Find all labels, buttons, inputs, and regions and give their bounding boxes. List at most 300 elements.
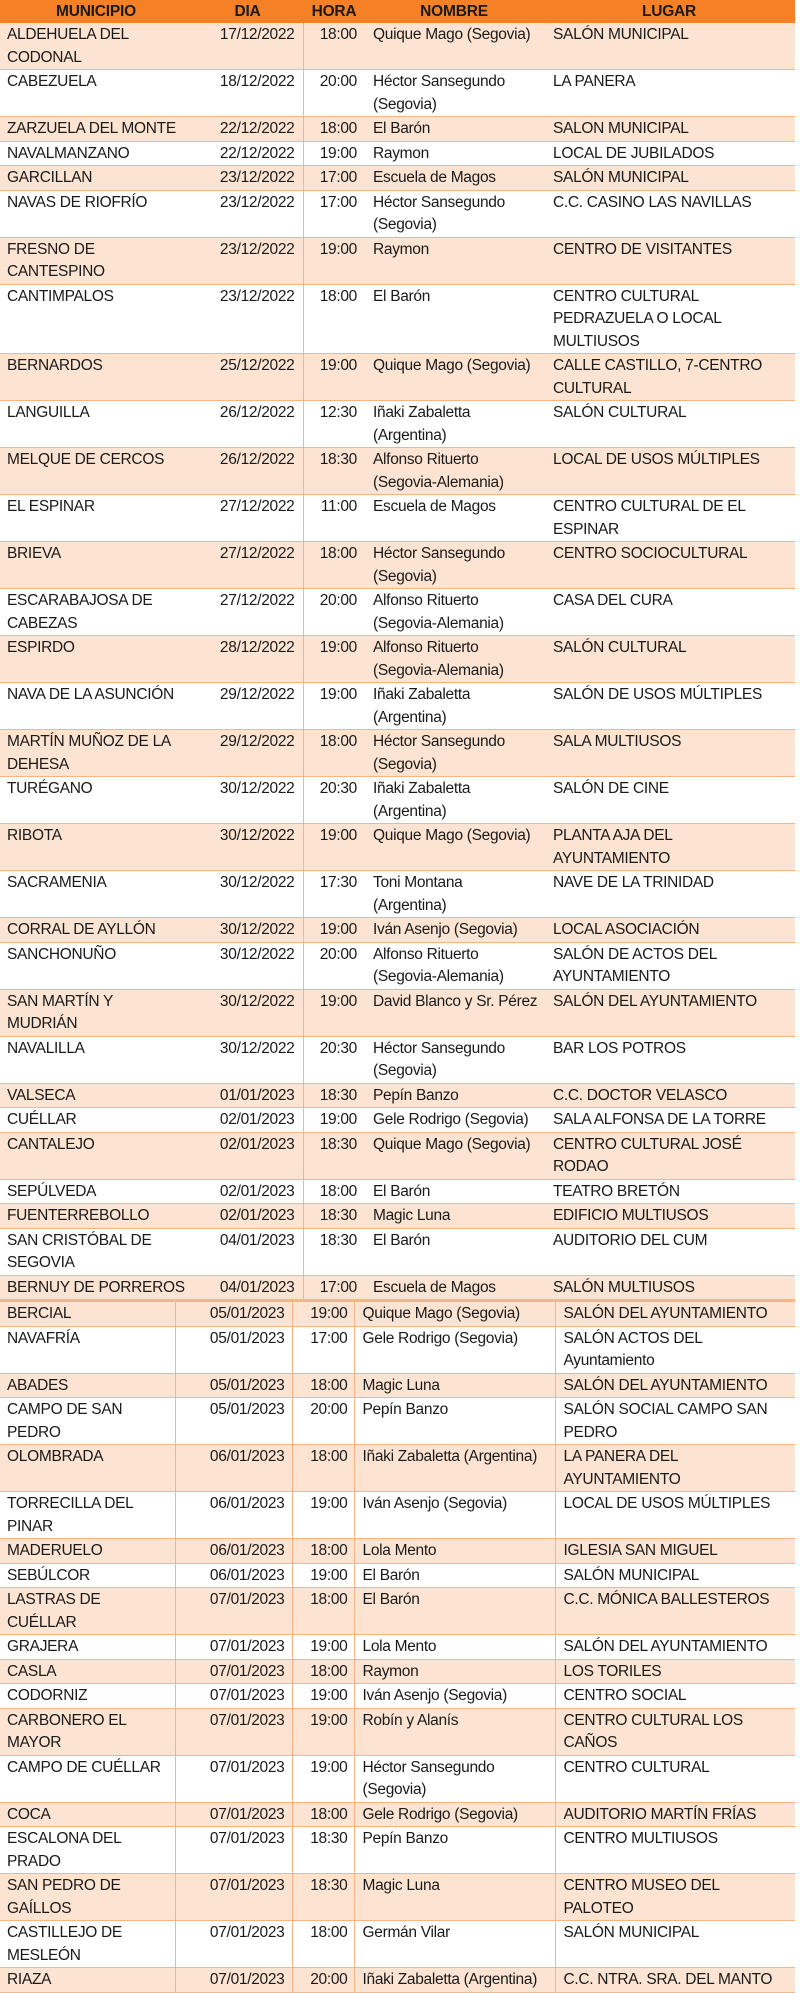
- cell-dia: 30/12/2022: [192, 777, 303, 824]
- table-row: [0, 777, 795, 824]
- cell-lugar: CENTRO CULTURAL DE EL ESPINAR: [543, 495, 795, 542]
- cell-dia: 30/12/2022: [192, 871, 303, 918]
- cell-dia: 23/12/2022: [192, 284, 303, 354]
- cell-dia: 04/01/2023: [192, 1275, 303, 1300]
- table-row: [0, 730, 795, 777]
- cell-dia: 22/12/2022: [192, 141, 303, 166]
- cell-lugar: SALA MULTIUSOS: [543, 730, 795, 777]
- cell-hora: 20:00: [292, 1968, 354, 1993]
- cell-dia: 05/01/2023: [175, 1398, 292, 1445]
- cell-lugar: C.C. MÓNICA BALLESTEROS: [555, 1588, 795, 1635]
- header-hora: HORA: [303, 0, 365, 23]
- table-row: [0, 354, 795, 401]
- cell-municipio: BERNARDOS: [0, 354, 192, 401]
- cell-nombre: Gele Rodrigo (Segovia): [365, 1108, 543, 1133]
- cell-municipio: SAN MARTÍN Y MUDRIÁN: [0, 989, 192, 1036]
- cell-nombre: Alfonso Rituerto (Segovia-Alemania): [365, 589, 543, 636]
- events-table-part-2: [0, 1300, 795, 1993]
- cell-municipio: GRAJERA: [0, 1635, 175, 1660]
- table-row: [0, 824, 795, 871]
- table-row: [0, 495, 795, 542]
- cell-municipio: ZARZUELA DEL MONTE: [0, 117, 192, 142]
- cell-nombre: El Barón: [354, 1588, 555, 1635]
- cell-municipio: BERNUY DE PORREROS: [0, 1275, 192, 1300]
- cell-nombre: Iván Asenjo (Segovia): [354, 1684, 555, 1709]
- cell-nombre: Quique Mago (Segovia): [365, 354, 543, 401]
- cell-municipio: MADERUELO: [0, 1539, 175, 1564]
- cell-nombre: Raymon: [354, 1659, 555, 1684]
- table-row: [0, 284, 795, 354]
- cell-lugar: C.C. CASINO LAS NAVILLAS: [543, 190, 795, 237]
- cell-dia: 27/12/2022: [192, 589, 303, 636]
- cell-dia: 30/12/2022: [192, 989, 303, 1036]
- cell-hora: 12:30: [303, 401, 365, 448]
- cell-dia: 29/12/2022: [192, 683, 303, 730]
- cell-municipio: FRESNO DE CANTESPINO: [0, 237, 192, 284]
- cell-hora: 19:00: [303, 237, 365, 284]
- table-row: [0, 1827, 795, 1874]
- cell-municipio: NAVALILLA: [0, 1036, 192, 1083]
- cell-dia: 17/12/2022: [192, 23, 303, 70]
- cell-hora: 19:00: [292, 1301, 354, 1326]
- cell-hora: 18:00: [292, 1373, 354, 1398]
- table-row: [0, 190, 795, 237]
- cell-hora: 19:00: [292, 1563, 354, 1588]
- cell-dia: 18/12/2022: [192, 70, 303, 117]
- cell-hora: 19:00: [292, 1708, 354, 1755]
- cell-nombre: Iñaki Zabaletta (Argentina): [365, 401, 543, 448]
- cell-municipio: FUENTERREBOLLO: [0, 1204, 192, 1229]
- cell-municipio: CANTIMPALOS: [0, 284, 192, 354]
- table-row: [0, 141, 795, 166]
- cell-hora: 18:00: [292, 1802, 354, 1827]
- cell-municipio: GARCILLAN: [0, 166, 192, 191]
- cell-hora: 18:00: [303, 284, 365, 354]
- cell-dia: 23/12/2022: [192, 190, 303, 237]
- table-row: [0, 1398, 795, 1445]
- cell-hora: 18:30: [292, 1874, 354, 1921]
- cell-municipio: ABADES: [0, 1373, 175, 1398]
- cell-municipio: CORRAL DE AYLLÓN: [0, 918, 192, 943]
- cell-hora: 20:30: [303, 1036, 365, 1083]
- cell-hora: 19:00: [292, 1635, 354, 1660]
- cell-lugar: NAVE DE LA TRINIDAD: [543, 871, 795, 918]
- cell-municipio: VALSECA: [0, 1083, 192, 1108]
- cell-lugar: SALÓN MUNICIPAL: [543, 23, 795, 70]
- table-row: [0, 683, 795, 730]
- table-row: [0, 1179, 795, 1204]
- cell-nombre: Pepín Banzo: [365, 1083, 543, 1108]
- cell-dia: 07/01/2023: [175, 1755, 292, 1802]
- cell-municipio: CAMPO DE SAN PEDRO: [0, 1398, 175, 1445]
- cell-nombre: Iñaki Zabaletta (Argentina): [365, 777, 543, 824]
- table-row: [0, 1635, 795, 1660]
- table-row: [0, 1228, 795, 1275]
- cell-hora: 11:00: [303, 495, 365, 542]
- cell-hora: 17:00: [303, 166, 365, 191]
- cell-lugar: LOCAL DE USOS MÚLTIPLES: [555, 1492, 795, 1539]
- cell-lugar: LA PANERA: [543, 70, 795, 117]
- cell-hora: 18:00: [292, 1921, 354, 1968]
- cell-nombre: Quique Mago (Segovia): [365, 824, 543, 871]
- cell-nombre: Héctor Sansegundo (Segovia): [365, 730, 543, 777]
- cell-hora: 18:30: [292, 1827, 354, 1874]
- cell-hora: 18:00: [303, 1179, 365, 1204]
- cell-nombre: Quique Mago (Segovia): [365, 1132, 543, 1179]
- cell-hora: 20:00: [303, 70, 365, 117]
- cell-municipio: CODORNIZ: [0, 1684, 175, 1709]
- table-row: [0, 1874, 795, 1921]
- cell-lugar: SALÓN DEL AYUNTAMIENTO: [555, 1301, 795, 1326]
- cell-nombre: Héctor Sansegundo (Segovia): [365, 1036, 543, 1083]
- cell-municipio: SEBÚLCOR: [0, 1563, 175, 1588]
- table-row: [0, 1802, 795, 1827]
- header-municipio: MUNICIPIO: [0, 0, 192, 23]
- cell-nombre: David Blanco y Sr. Pérez: [365, 989, 543, 1036]
- table-row: [0, 448, 795, 495]
- cell-nombre: Héctor Sansegundo (Segovia): [365, 70, 543, 117]
- table-row: [0, 1326, 795, 1373]
- cell-dia: 02/01/2023: [192, 1179, 303, 1204]
- cell-hora: 20:30: [303, 777, 365, 824]
- cell-municipio: CABEZUELA: [0, 70, 192, 117]
- cell-municipio: CUÉLLAR: [0, 1108, 192, 1133]
- cell-lugar: CALLE CASTILLO, 7-CENTRO CULTURAL: [543, 354, 795, 401]
- cell-lugar: CENTRO CULTURAL: [555, 1755, 795, 1802]
- cell-hora: 18:30: [303, 448, 365, 495]
- cell-municipio: RIBOTA: [0, 824, 192, 871]
- cell-dia: 07/01/2023: [175, 1588, 292, 1635]
- cell-municipio: CAMPO DE CUÉLLAR: [0, 1755, 175, 1802]
- cell-dia: 07/01/2023: [175, 1802, 292, 1827]
- table-row: [0, 1755, 795, 1802]
- table-row: [0, 871, 795, 918]
- cell-dia: 07/01/2023: [175, 1684, 292, 1709]
- cell-lugar: AUDITORIO MARTÍN FRÍAS: [555, 1802, 795, 1827]
- cell-lugar: SALÓN DEL AYUNTAMIENTO: [555, 1635, 795, 1660]
- cell-hora: 18:00: [292, 1659, 354, 1684]
- cell-dia: 07/01/2023: [175, 1921, 292, 1968]
- cell-municipio: BRIEVA: [0, 542, 192, 589]
- cell-lugar: LA PANERA DEL AYUNTAMIENTO: [555, 1445, 795, 1492]
- cell-nombre: Héctor Sansegundo (Segovia): [365, 190, 543, 237]
- cell-hora: 17:30: [303, 871, 365, 918]
- cell-lugar: CENTRO CULTURAL JOSÉ RODAO: [543, 1132, 795, 1179]
- cell-municipio: NAVAFRÍA: [0, 1326, 175, 1373]
- table-row: [0, 166, 795, 191]
- cell-lugar: SALA ALFONSA DE LA TORRE: [543, 1108, 795, 1133]
- table-row: [0, 1036, 795, 1083]
- table-row: [0, 1588, 795, 1635]
- header-lugar: LUGAR: [543, 0, 795, 23]
- cell-nombre: Iván Asenjo (Segovia): [365, 918, 543, 943]
- cell-lugar: AUDITORIO DEL CUM: [543, 1228, 795, 1275]
- cell-dia: 06/01/2023: [175, 1539, 292, 1564]
- cell-nombre: Gele Rodrigo (Segovia): [354, 1802, 555, 1827]
- table-row: [0, 1373, 795, 1398]
- cell-hora: 20:00: [303, 942, 365, 989]
- cell-hora: 20:00: [303, 589, 365, 636]
- cell-nombre: Escuela de Magos: [365, 495, 543, 542]
- cell-hora: 18:00: [303, 730, 365, 777]
- table-row: [0, 1684, 795, 1709]
- cell-lugar: SALÓN SOCIAL CAMPO SAN PEDRO: [555, 1398, 795, 1445]
- cell-dia: 02/01/2023: [192, 1204, 303, 1229]
- cell-hora: 18:30: [303, 1083, 365, 1108]
- cell-municipio: RIAZA: [0, 1968, 175, 1993]
- cell-hora: 20:00: [292, 1398, 354, 1445]
- cell-municipio: SEPÚLVEDA: [0, 1179, 192, 1204]
- cell-dia: 07/01/2023: [175, 1708, 292, 1755]
- cell-lugar: TEATRO BRETÓN: [543, 1179, 795, 1204]
- cell-dia: 30/12/2022: [192, 942, 303, 989]
- cell-lugar: CENTRO MULTIUSOS: [555, 1827, 795, 1874]
- cell-nombre: Robín y Alanís: [354, 1708, 555, 1755]
- cell-dia: 01/01/2023: [192, 1083, 303, 1108]
- cell-municipio: CANTALEJO: [0, 1132, 192, 1179]
- cell-lugar: LOCAL DE JUBILADOS: [543, 141, 795, 166]
- cell-hora: 18:30: [303, 1204, 365, 1229]
- cell-dia: 05/01/2023: [175, 1301, 292, 1326]
- cell-lugar: CENTRO DE VISITANTES: [543, 237, 795, 284]
- cell-hora: 19:00: [303, 989, 365, 1036]
- cell-dia: 30/12/2022: [192, 1036, 303, 1083]
- cell-hora: 19:00: [303, 683, 365, 730]
- cell-municipio: NAVA DE LA ASUNCIÓN: [0, 683, 192, 730]
- cell-hora: 18:00: [292, 1588, 354, 1635]
- header-nombre: NOMBRE: [365, 0, 543, 23]
- cell-hora: 19:00: [303, 636, 365, 683]
- cell-nombre: El Barón: [354, 1563, 555, 1588]
- table-row: [0, 1659, 795, 1684]
- cell-hora: 19:00: [303, 354, 365, 401]
- cell-lugar: CASA DEL CURA: [543, 589, 795, 636]
- table-row: [0, 237, 795, 284]
- table-body-part-1: [0, 23, 795, 1300]
- cell-hora: 18:00: [303, 23, 365, 70]
- cell-municipio: CASTILLEJO DE MESLEÓN: [0, 1921, 175, 1968]
- cell-nombre: Iñaki Zabaletta (Argentina): [354, 1445, 555, 1492]
- table-row: [0, 1204, 795, 1229]
- cell-nombre: Magic Luna: [354, 1874, 555, 1921]
- table-row: [0, 918, 795, 943]
- cell-municipio: LANGUILLA: [0, 401, 192, 448]
- cell-hora: 19:00: [303, 918, 365, 943]
- cell-hora: 19:00: [303, 141, 365, 166]
- cell-lugar: SALÓN DEL AYUNTAMIENTO: [543, 989, 795, 1036]
- table-row: [0, 23, 795, 70]
- cell-hora: 17:00: [303, 1275, 365, 1300]
- cell-hora: 18:00: [292, 1539, 354, 1564]
- cell-nombre: El Barón: [365, 284, 543, 354]
- cell-hora: 19:00: [292, 1492, 354, 1539]
- cell-dia: 02/01/2023: [192, 1108, 303, 1133]
- cell-hora: 19:00: [303, 824, 365, 871]
- cell-lugar: PLANTA AJA DEL AYUNTAMIENTO: [543, 824, 795, 871]
- cell-dia: 29/12/2022: [192, 730, 303, 777]
- table-row: [0, 1708, 795, 1755]
- cell-dia: 05/01/2023: [175, 1373, 292, 1398]
- cell-municipio: EL ESPINAR: [0, 495, 192, 542]
- cell-municipio: ESCALONA DEL PRADO: [0, 1827, 175, 1874]
- cell-dia: 02/01/2023: [192, 1132, 303, 1179]
- cell-lugar: IGLESIA SAN MIGUEL: [555, 1539, 795, 1564]
- cell-municipio: ESCARABAJOSA DE CABEZAS: [0, 589, 192, 636]
- cell-dia: 07/01/2023: [175, 1874, 292, 1921]
- cell-municipio: COCA: [0, 1802, 175, 1827]
- cell-nombre: Alfonso Rituerto (Segovia-Alemania): [365, 636, 543, 683]
- cell-municipio: CARBONERO EL MAYOR: [0, 1708, 175, 1755]
- cell-lugar: C.C. DOCTOR VELASCO: [543, 1083, 795, 1108]
- cell-dia: 25/12/2022: [192, 354, 303, 401]
- cell-lugar: CENTRO MUSEO DEL PALOTEO: [555, 1874, 795, 1921]
- cell-lugar: SALÓN DE CINE: [543, 777, 795, 824]
- table-row: [0, 1563, 795, 1588]
- cell-dia: 04/01/2023: [192, 1228, 303, 1275]
- cell-nombre: Raymon: [365, 141, 543, 166]
- cell-hora: 19:00: [292, 1684, 354, 1709]
- cell-lugar: LOCAL ASOCIACIÓN: [543, 918, 795, 943]
- cell-nombre: Lola Mento: [354, 1539, 555, 1564]
- cell-lugar: CENTRO CULTURAL PEDRAZUELA O LOCAL MULTIUSOS: [543, 284, 795, 354]
- cell-municipio: BERCIAL: [0, 1301, 175, 1326]
- cell-dia: 26/12/2022: [192, 401, 303, 448]
- cell-nombre: Raymon: [365, 237, 543, 284]
- cell-dia: 06/01/2023: [175, 1492, 292, 1539]
- cell-dia: 06/01/2023: [175, 1445, 292, 1492]
- table-row: [0, 989, 795, 1036]
- cell-hora: 18:30: [303, 1228, 365, 1275]
- cell-nombre: Iñaki Zabaletta (Argentina): [365, 683, 543, 730]
- cell-nombre: El Barón: [365, 1179, 543, 1204]
- table-row: [0, 401, 795, 448]
- cell-lugar: SALÓN CULTURAL: [543, 401, 795, 448]
- cell-municipio: TORRECILLA DEL PINAR: [0, 1492, 175, 1539]
- cell-lugar: SALON MUNICIPAL: [543, 117, 795, 142]
- cell-municipio: SANCHONUÑO: [0, 942, 192, 989]
- cell-lugar: SALÓN MUNICIPAL: [543, 166, 795, 191]
- cell-nombre: Lola Mento: [354, 1635, 555, 1660]
- cell-municipio: MARTÍN MUÑOZ DE LA DEHESA: [0, 730, 192, 777]
- cell-municipio: ALDEHUELA DEL CODONAL: [0, 23, 192, 70]
- cell-municipio: ESPIRDO: [0, 636, 192, 683]
- cell-nombre: Héctor Sansegundo (Segovia): [365, 542, 543, 589]
- cell-nombre: Pepín Banzo: [354, 1398, 555, 1445]
- cell-nombre: Héctor Sansegundo (Segovia): [354, 1755, 555, 1802]
- table-row: [0, 1132, 795, 1179]
- cell-nombre: Gele Rodrigo (Segovia): [354, 1326, 555, 1373]
- cell-municipio: NAVAS DE RIOFRÍO: [0, 190, 192, 237]
- cell-hora: 18:30: [303, 1132, 365, 1179]
- cell-municipio: LASTRAS DE CUÉLLAR: [0, 1588, 175, 1635]
- cell-lugar: SALÓN MUNICIPAL: [555, 1921, 795, 1968]
- cell-dia: 07/01/2023: [175, 1968, 292, 1993]
- cell-municipio: SAN PEDRO DE GAÍLLOS: [0, 1874, 175, 1921]
- cell-nombre: Toni Montana (Argentina): [365, 871, 543, 918]
- cell-municipio: SAN CRISTÓBAL DE SEGOVIA: [0, 1228, 192, 1275]
- cell-lugar: SALÓN ACTOS DEL Ayuntamiento: [555, 1326, 795, 1373]
- cell-lugar: SALÓN DE USOS MÚLTIPLES: [543, 683, 795, 730]
- cell-lugar: LOS TORILES: [555, 1659, 795, 1684]
- cell-lugar: SALÓN CULTURAL: [543, 636, 795, 683]
- table-row: [0, 1108, 795, 1133]
- cell-hora: 17:00: [303, 190, 365, 237]
- cell-hora: 19:00: [292, 1755, 354, 1802]
- cell-dia: 28/12/2022: [192, 636, 303, 683]
- cell-hora: 18:00: [303, 117, 365, 142]
- cell-lugar: CENTRO CULTURAL LOS CAÑOS: [555, 1708, 795, 1755]
- table-row: [0, 117, 795, 142]
- cell-municipio: MELQUE DE CERCOS: [0, 448, 192, 495]
- cell-nombre: Magic Luna: [354, 1373, 555, 1398]
- table-row: [0, 1083, 795, 1108]
- cell-dia: 23/12/2022: [192, 166, 303, 191]
- cell-lugar: BAR LOS POTROS: [543, 1036, 795, 1083]
- cell-lugar: C.C. NTRA. SRA. DEL MANTO: [555, 1968, 795, 1993]
- cell-nombre: Iñaki Zabaletta (Argentina): [354, 1968, 555, 1993]
- header-dia: DIA: [192, 0, 303, 23]
- cell-dia: 22/12/2022: [192, 117, 303, 142]
- cell-municipio: NAVALMANZANO: [0, 141, 192, 166]
- table-header-row: [0, 0, 795, 23]
- cell-municipio: OLOMBRADA: [0, 1445, 175, 1492]
- cell-dia: 27/12/2022: [192, 542, 303, 589]
- cell-nombre: Quique Mago (Segovia): [365, 23, 543, 70]
- cell-nombre: Escuela de Magos: [365, 1275, 543, 1300]
- cell-municipio: SACRAMENIA: [0, 871, 192, 918]
- cell-nombre: El Barón: [365, 117, 543, 142]
- cell-nombre: Quique Mago (Segovia): [354, 1301, 555, 1326]
- cell-nombre: El Barón: [365, 1228, 543, 1275]
- cell-hora: 18:00: [303, 542, 365, 589]
- cell-nombre: Germán Vilar: [354, 1921, 555, 1968]
- table-row: [0, 1275, 795, 1300]
- cell-nombre: Pepín Banzo: [354, 1827, 555, 1874]
- cell-municipio: CASLA: [0, 1659, 175, 1684]
- table-row: [0, 1492, 795, 1539]
- cell-lugar: EDIFICIO MULTIUSOS: [543, 1204, 795, 1229]
- cell-municipio: TURÉGANO: [0, 777, 192, 824]
- cell-hora: 19:00: [303, 1108, 365, 1133]
- cell-dia: 30/12/2022: [192, 824, 303, 871]
- cell-lugar: SALÓN MULTIUSOS: [543, 1275, 795, 1300]
- table-row: [0, 542, 795, 589]
- table-row: [0, 70, 795, 117]
- cell-dia: 05/01/2023: [175, 1326, 292, 1373]
- cell-dia: 27/12/2022: [192, 495, 303, 542]
- cell-nombre: Alfonso Rituerto (Segovia-Alemania): [365, 942, 543, 989]
- table-row: [0, 1968, 795, 1993]
- cell-dia: 07/01/2023: [175, 1635, 292, 1660]
- cell-nombre: Escuela de Magos: [365, 166, 543, 191]
- table-row: [0, 636, 795, 683]
- table-row: [0, 1301, 795, 1326]
- cell-dia: 30/12/2022: [192, 918, 303, 943]
- cell-dia: 23/12/2022: [192, 237, 303, 284]
- cell-nombre: Magic Luna: [365, 1204, 543, 1229]
- table-row: [0, 942, 795, 989]
- cell-lugar: CENTRO SOCIAL: [555, 1684, 795, 1709]
- cell-lugar: SALÓN DE ACTOS DEL AYUNTAMIENTO: [543, 942, 795, 989]
- table-row: [0, 1539, 795, 1564]
- cell-lugar: SALÓN MUNICIPAL: [555, 1563, 795, 1588]
- table-row: [0, 1445, 795, 1492]
- table-body-part-2: [0, 1301, 795, 1992]
- cell-lugar: SALÓN DEL AYUNTAMIENTO: [555, 1373, 795, 1398]
- cell-dia: 07/01/2023: [175, 1827, 292, 1874]
- cell-lugar: CENTRO SOCIOCULTURAL: [543, 542, 795, 589]
- table-row: [0, 1921, 795, 1968]
